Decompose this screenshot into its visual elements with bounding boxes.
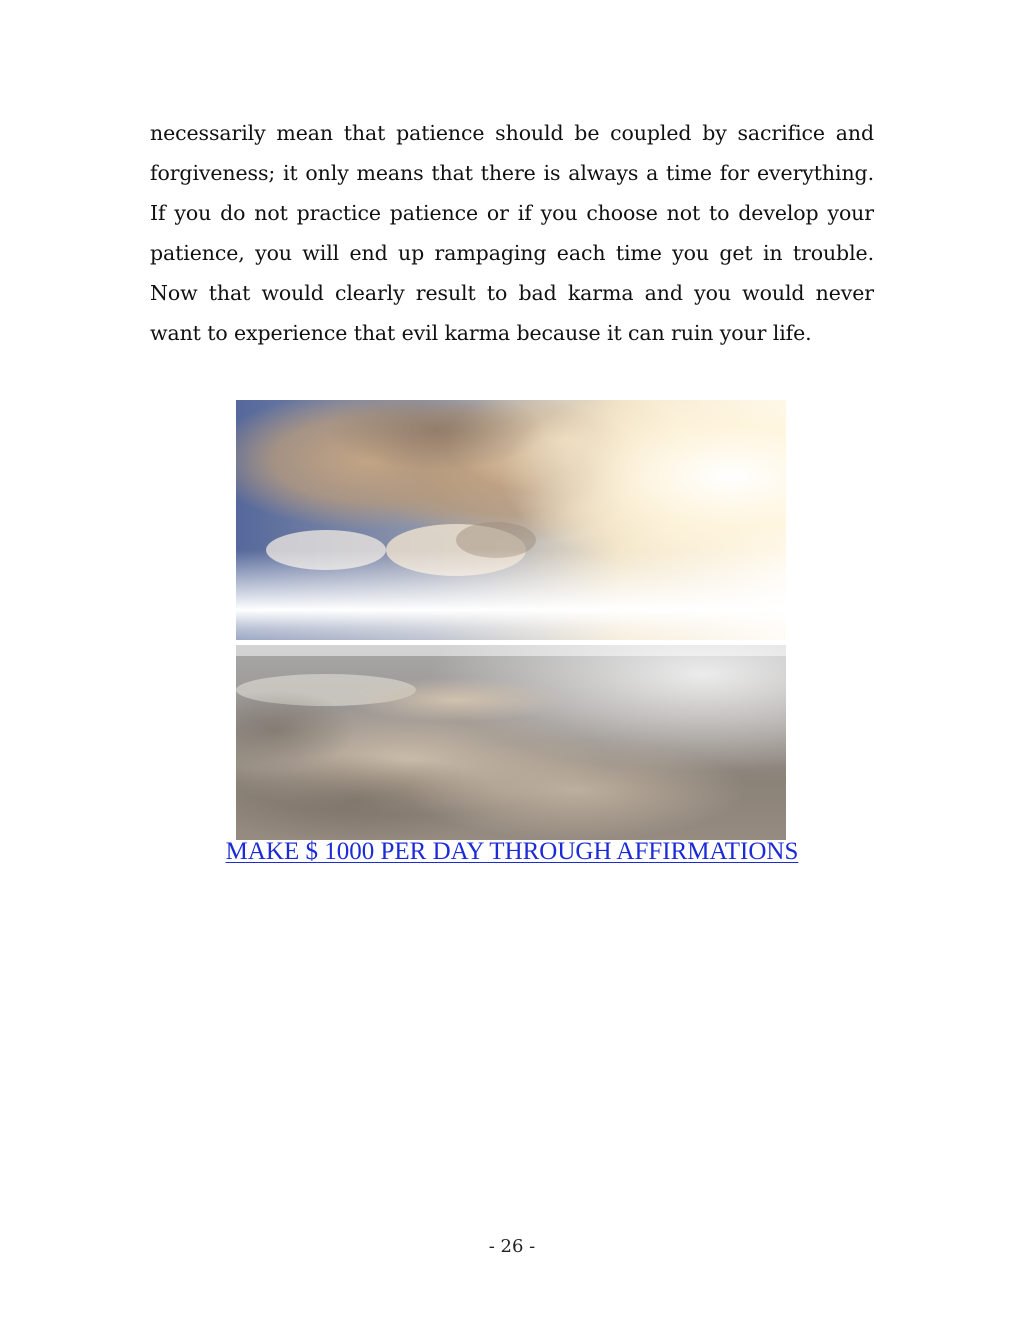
affirmations-promo-link[interactable]: MAKE $ 1000 PER DAY THROUGH AFFIRMATIONS: [225, 838, 799, 865]
sky-reflection-image: [236, 400, 786, 840]
page-number: - 26 -: [488, 1236, 536, 1257]
sky-reflection-illustration: [236, 400, 786, 840]
promo-link-container: [0, 838, 1024, 866]
body-paragraph: necessarily mean that patience should be coupled by sacrifice and forgiveness; it only means that there is always a time for everything. If you do not practice patience or if you choose not to develop your patience, you will end up rampaging each time you get in trouble. Now that would clearly result to bad karma and you would never want to experience that evil karma because it can ruin your life.: [150, 121, 874, 345]
